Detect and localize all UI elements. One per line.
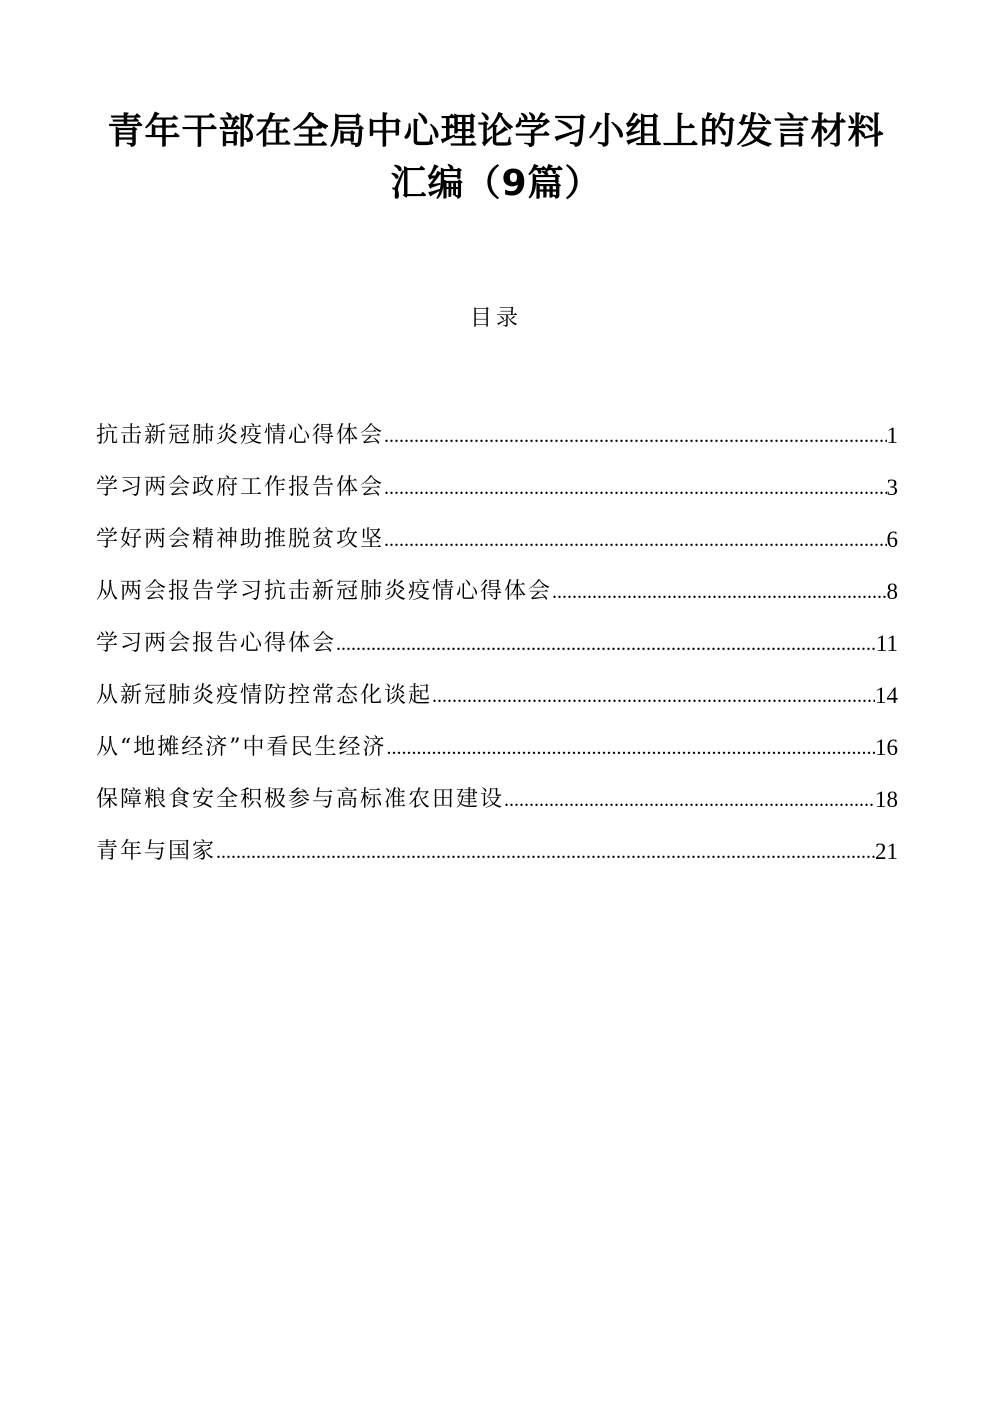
toc-entry-title: 学习两会报告心得体会 — [96, 631, 337, 656]
document-title-line-1: 青年干部在全局中心理论学习小组上的发言材料 — [107, 111, 885, 152]
toc-entry-title: 从两会报告学习抗击新冠肺炎疫情心得体会 — [96, 579, 553, 604]
toc-entry[interactable] — [96, 456, 898, 508]
toc-entry-title: 青年与国家 — [96, 839, 217, 864]
toc-dot-leader — [384, 468, 886, 508]
toc-entry[interactable] — [96, 404, 898, 456]
toc-entry-title: 学习两会政府工作报告体会 — [96, 475, 385, 500]
toc-dot-leader — [384, 416, 886, 456]
toc-dot-leader — [336, 624, 876, 664]
toc-dot-leader — [552, 572, 886, 612]
toc-entry-title: 从新冠肺炎疫情防控常态化谈起 — [96, 683, 433, 708]
toc-dot-leader — [432, 676, 875, 716]
toc-page-number: 11 — [875, 631, 898, 656]
toc-page-number: 3 — [886, 475, 898, 500]
toc-dot-leader — [387, 728, 876, 768]
toc-entry[interactable] — [96, 768, 898, 820]
toc-page-number: 6 — [886, 527, 898, 552]
toc-entry-title: 保障粮食安全积极参与高标准农田建设 — [96, 787, 505, 812]
table-of-contents — [96, 404, 898, 872]
toc-entry[interactable] — [96, 716, 898, 768]
toc-entry[interactable] — [96, 508, 898, 560]
toc-entry[interactable] — [96, 664, 898, 716]
document-title-line-2: 汇编（9篇） — [390, 163, 602, 204]
toc-page-number: 1 — [886, 423, 898, 448]
toc-page-number: 21 — [875, 839, 898, 864]
toc-heading: 目录 — [469, 306, 522, 331]
toc-entry[interactable] — [96, 612, 898, 664]
toc-entry[interactable] — [96, 560, 898, 612]
toc-page-number: 16 — [875, 735, 898, 760]
toc-page-number: 8 — [886, 579, 898, 604]
toc-dot-leader — [504, 780, 875, 820]
toc-page-number: 18 — [875, 787, 898, 812]
toc-page-number: 14 — [875, 683, 898, 708]
toc-entry-title: 从“地摊经济”中看民生经济 — [96, 735, 387, 760]
toc-dot-leader — [216, 832, 875, 872]
toc-entry[interactable] — [96, 820, 898, 872]
toc-entry-title: 学好两会精神助推脱贫攻坚 — [96, 527, 385, 552]
toc-dot-leader — [384, 520, 886, 560]
toc-entry-title: 抗击新冠肺炎疫情心得体会 — [96, 423, 385, 448]
